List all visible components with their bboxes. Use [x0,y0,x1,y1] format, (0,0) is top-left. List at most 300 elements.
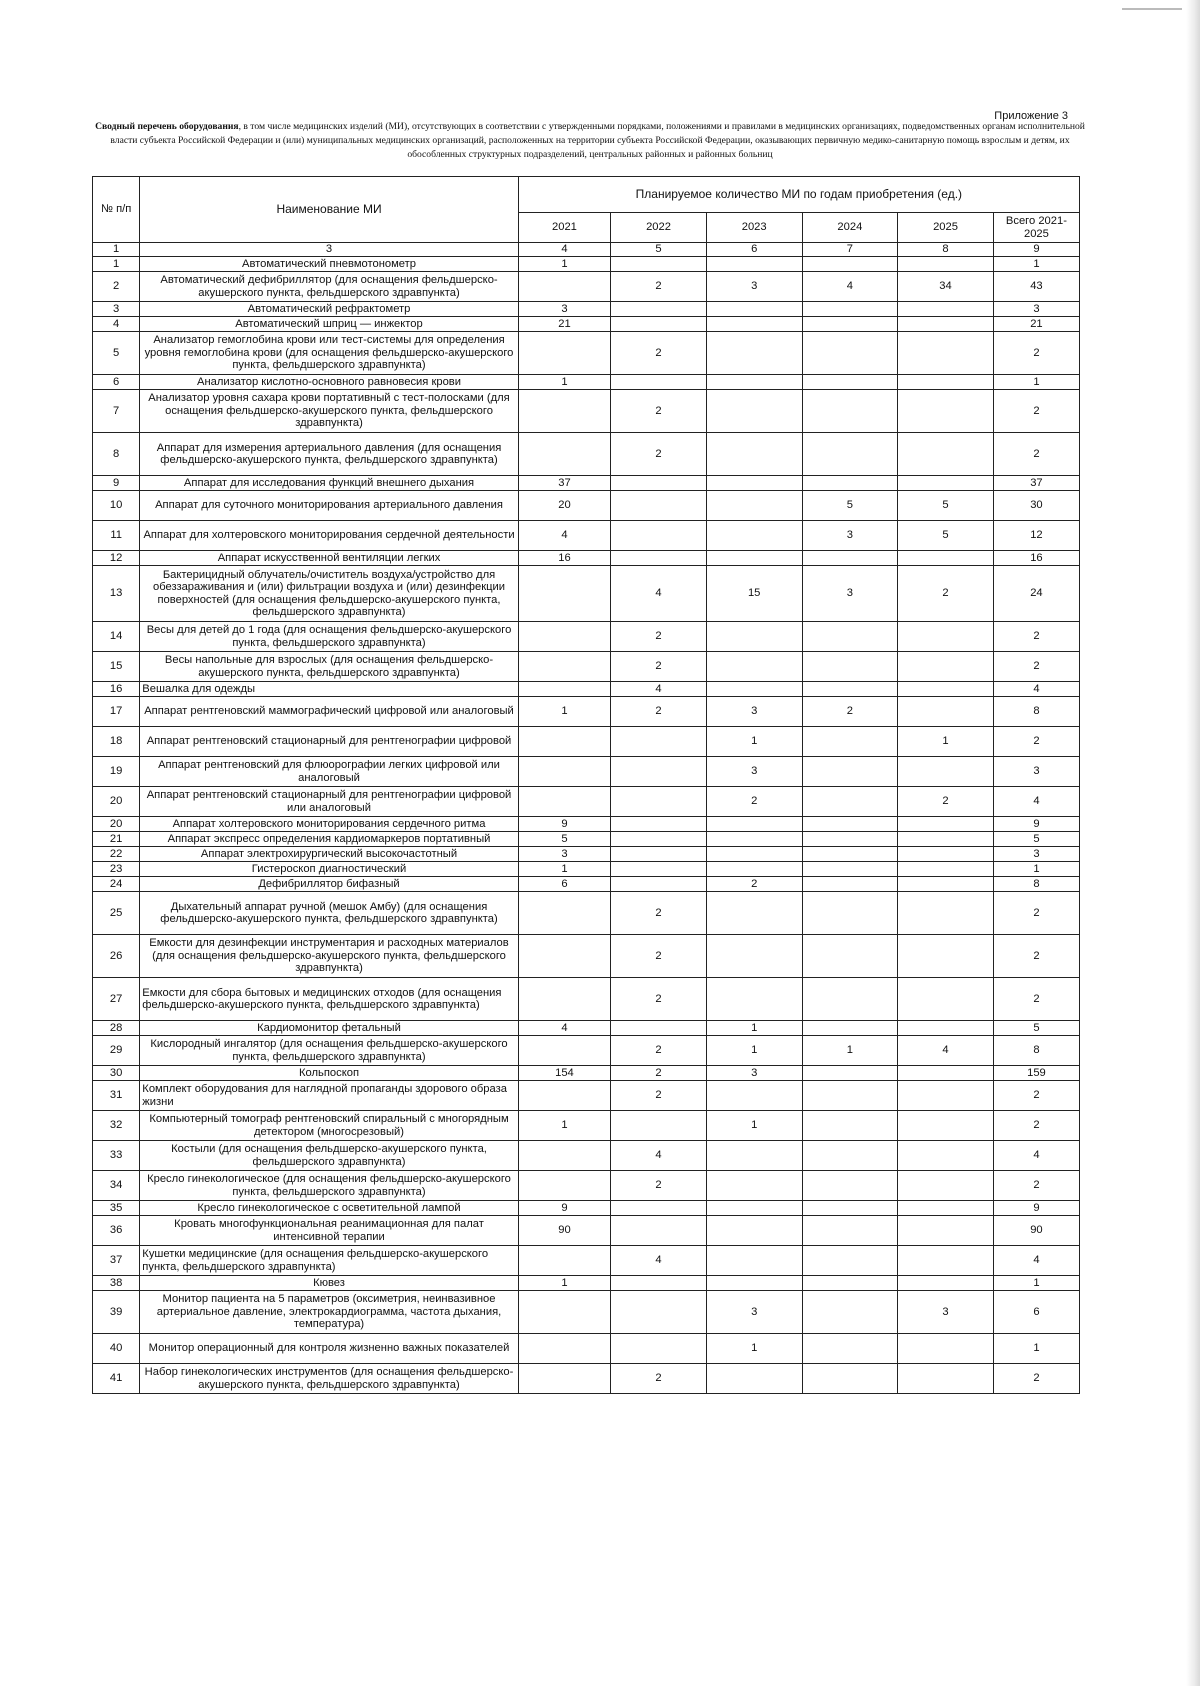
year-value [706,390,802,433]
year-value: 1 [898,727,994,757]
row-number: 35 [93,1201,140,1216]
row-number: 3 [93,302,140,317]
row-number: 18 [93,727,140,757]
year-value [802,935,898,978]
equipment-name: Аппарат рентгеновский стационарный для рентгенографии цифровой [140,727,518,757]
year-value [706,433,802,476]
equipment-name: Аппарат экспресс определения кардиомаркеров портативный [140,832,518,847]
equipment-name: Аппарат для суточного мониторирования артериального давления [140,491,518,521]
year-value [898,1141,994,1171]
equipment-name: Дыхательный аппарат ручной (мешок Амбу) (для оснащения фельдшерско-акушерского пункта, фельдшерского здравпункта) [140,892,518,935]
year-value [802,375,898,390]
row-number: 26 [93,935,140,978]
year-value [898,1364,994,1394]
year-value: 2 [611,390,707,433]
total-value: 2 [993,652,1079,682]
year-value [518,1246,610,1276]
year-value [802,1021,898,1036]
year-value: 2 [611,332,707,375]
year-value: 3 [518,302,610,317]
header-num: № п/п [93,177,140,243]
row-number: 30 [93,1066,140,1081]
table-row [93,1066,1080,1081]
year-value [706,652,802,682]
row-number: 37 [93,1246,140,1276]
year-value [518,727,610,757]
table-row [93,433,1080,476]
year-value: 3 [706,1291,802,1334]
year-value [611,877,707,892]
total-value: 8 [993,697,1079,727]
year-value [611,375,707,390]
equipment-name: Набор гинекологических инструментов (для оснащения фельдшерско-акушерского пункта, фельдшерского здравпункта) [140,1364,518,1394]
year-value [518,652,610,682]
row-number: 22 [93,847,140,862]
year-value [802,1111,898,1141]
year-value: 5 [898,521,994,551]
year-value [802,1364,898,1394]
year-value: 3 [802,521,898,551]
total-value: 2 [993,390,1079,433]
table-row [93,1021,1080,1036]
year-value: 1 [518,697,610,727]
total-value: 43 [993,272,1079,302]
row-number: 16 [93,682,140,697]
year-value [898,375,994,390]
year-value [518,1171,610,1201]
year-value [518,1036,610,1066]
year-value [802,390,898,433]
year-value [706,1081,802,1111]
equipment-name: Кольпоскоп [140,1066,518,1081]
year-value [611,1276,707,1291]
year-value: 3 [802,566,898,622]
year-value [802,892,898,935]
year-value [518,272,610,302]
total-value: 21 [993,317,1079,332]
year-value: 4 [611,566,707,622]
table-row [93,935,1080,978]
year-value: 9 [518,1201,610,1216]
row-number: 32 [93,1111,140,1141]
year-value [611,1111,707,1141]
year-value [611,817,707,832]
year-value [802,1201,898,1216]
year-value [898,1021,994,1036]
equipment-name: Автоматический шприц — инжектор [140,317,518,332]
row-number: 10 [93,491,140,521]
year-value [898,892,994,935]
table-row [93,332,1080,375]
year-value [898,551,994,566]
year-value [898,302,994,317]
index-cell: 5 [611,243,707,257]
header-year: 2021 [518,213,610,243]
equipment-name: Аппарат рентгеновский стационарный для рентгенографии цифровой или аналоговый [140,787,518,817]
equipment-name: Дефибриллятор бифазный [140,877,518,892]
year-value [706,832,802,847]
equipment-name: Костыли (для оснащения фельдшерско-акушерского пункта, фельдшерского здравпункта) [140,1141,518,1171]
total-value: 3 [993,302,1079,317]
table-row [93,272,1080,302]
row-number: 2 [93,272,140,302]
row-number: 11 [93,521,140,551]
index-cell: 3 [140,243,518,257]
year-value: 6 [518,877,610,892]
row-number: 29 [93,1036,140,1066]
total-value: 4 [993,682,1079,697]
row-number: 20 [93,817,140,832]
year-value [706,257,802,272]
equipment-name: Автоматический рефрактометр [140,302,518,317]
year-value: 2 [611,1036,707,1066]
year-value: 1 [706,1021,802,1036]
year-value [518,622,610,652]
year-value [706,1201,802,1216]
year-value: 2 [611,433,707,476]
year-value [518,757,610,787]
total-value: 2 [993,622,1079,652]
year-value: 2 [611,622,707,652]
year-value [898,317,994,332]
year-value: 1 [706,1036,802,1066]
table-row [93,491,1080,521]
year-value: 5 [518,832,610,847]
scan-mark [1122,8,1182,10]
row-number: 41 [93,1364,140,1394]
year-value [898,847,994,862]
year-value [706,622,802,652]
year-value [611,302,707,317]
equipment-name: Анализатор кислотно-основного равновесия крови [140,375,518,390]
equipment-name: Бактерицидный облучатель/очиститель воздуха/устройство для обеззараживания и (или) фильтрации воздуха и (или) дезинфекции поверхностей (для оснащения фельдшерско-акушерского пункта, фельдшерского здравпункта) [140,566,518,622]
table-row [93,727,1080,757]
year-value: 1 [518,257,610,272]
year-value: 34 [898,272,994,302]
table-row [93,1111,1080,1141]
equipment-name: Кресло гинекологическое (для оснащения фельдшерско-акушерского пункта, фельдшерского здравпункта) [140,1171,518,1201]
total-value: 1 [993,375,1079,390]
year-value [518,682,610,697]
total-value: 9 [993,1201,1079,1216]
year-value [898,390,994,433]
row-number: 39 [93,1291,140,1334]
table-row [93,302,1080,317]
year-value [706,491,802,521]
year-value [611,727,707,757]
table-row [93,847,1080,862]
year-value: 1 [518,1276,610,1291]
year-value [898,1246,994,1276]
row-number: 24 [93,877,140,892]
year-value: 3 [706,757,802,787]
table-row [93,877,1080,892]
row-number: 12 [93,551,140,566]
total-value: 1 [993,257,1079,272]
year-value: 2 [611,652,707,682]
year-value [706,1141,802,1171]
year-value [802,317,898,332]
year-value [518,787,610,817]
year-value [706,682,802,697]
total-value: 2 [993,1171,1079,1201]
year-value: 16 [518,551,610,566]
row-number: 17 [93,697,140,727]
year-value [706,1171,802,1201]
year-value: 20 [518,491,610,521]
year-value [611,832,707,847]
index-cell: 7 [802,243,898,257]
table-row [93,892,1080,935]
year-value [518,935,610,978]
year-value: 1 [706,1334,802,1364]
total-value: 159 [993,1066,1079,1081]
year-value: 1 [518,1111,610,1141]
index-cell: 6 [706,243,802,257]
year-value [802,757,898,787]
equipment-name: Комплект оборудования для наглядной пропаганды здорового образа жизни [140,1081,518,1111]
year-value [802,787,898,817]
year-value [802,1171,898,1201]
year-value [898,757,994,787]
total-value: 8 [993,1036,1079,1066]
year-value [611,787,707,817]
year-value: 2 [898,787,994,817]
table-row [93,1141,1080,1171]
total-value: 4 [993,1141,1079,1171]
year-value [802,1081,898,1111]
year-value: 4 [802,272,898,302]
table-row [93,622,1080,652]
table-row [93,697,1080,727]
year-value: 3 [518,847,610,862]
equipment-name: Аппарат электрохирургический высокочастотный [140,847,518,862]
equipment-name: Аппарат рентгеновский для флюорографии легких цифровой или аналоговый [140,757,518,787]
year-value: 37 [518,476,610,491]
total-value: 16 [993,551,1079,566]
total-value: 2 [993,935,1079,978]
heading-bold: Сводный перечень оборудования [95,121,239,132]
table-row [93,682,1080,697]
year-value [611,521,707,551]
year-value [898,622,994,652]
table-row [93,787,1080,817]
year-value [802,877,898,892]
year-value [898,1201,994,1216]
table-row [93,521,1080,551]
header-total: Всего 2021-2025 [993,213,1079,243]
year-value [898,877,994,892]
year-value: 4 [518,1021,610,1036]
equipment-name: Монитор операционный для контроля жизненно важных показателей [140,1334,518,1364]
header-year: 2024 [802,213,898,243]
year-value [518,566,610,622]
year-value [898,1276,994,1291]
year-value [802,978,898,1021]
year-value: 2 [611,1066,707,1081]
equipment-name: Кардиомонитор фетальный [140,1021,518,1036]
year-value [611,491,707,521]
total-value: 1 [993,1276,1079,1291]
year-value [611,757,707,787]
total-value: 37 [993,476,1079,491]
year-value [802,257,898,272]
equipment-table [92,176,1080,1394]
table-row [93,257,1080,272]
total-value: 2 [993,433,1079,476]
table-row [93,832,1080,847]
year-value [802,1066,898,1081]
year-value [802,832,898,847]
year-value: 2 [611,1171,707,1201]
year-value [898,817,994,832]
table-row [93,1216,1080,1246]
year-value [898,935,994,978]
year-value [518,1334,610,1364]
year-value [802,433,898,476]
year-value [898,433,994,476]
row-number: 15 [93,652,140,682]
total-value: 1 [993,862,1079,877]
total-value: 6 [993,1291,1079,1334]
year-value [898,332,994,375]
year-value: 1 [802,1036,898,1066]
year-value [518,1364,610,1394]
equipment-name: Анализатор уровня сахара крови портативный с тест-полосками (для оснащения фельдшерско-акушерского пункта, фельдшерского здравпункта) [140,390,518,433]
equipment-name: Компьютерный томограф рентгеновский спиральный с многорядным детектором (многосрезовый) [140,1111,518,1141]
year-value [611,257,707,272]
year-value [802,1246,898,1276]
year-value [898,1171,994,1201]
table-row [93,1171,1080,1201]
row-number: 31 [93,1081,140,1111]
total-value: 30 [993,491,1079,521]
year-value: 90 [518,1216,610,1246]
year-value [898,1066,994,1081]
equipment-name: Аппарат для холтеровского мониторирования сердечной деятельности [140,521,518,551]
equipment-name: Кислородный ингалятор (для оснащения фельдшерско-акушерского пункта, фельдшерского здравпункта) [140,1036,518,1066]
equipment-name: Аппарат рентгеновский маммографический цифровой или аналоговый [140,697,518,727]
table-row [93,1276,1080,1291]
year-value [898,1081,994,1111]
equipment-name: Автоматический пневмотонометр [140,257,518,272]
row-number: 36 [93,1216,140,1246]
year-value [802,1291,898,1334]
table-body [93,257,1080,1394]
row-number: 20 [93,787,140,817]
year-value [518,1291,610,1334]
row-number: 8 [93,433,140,476]
year-value [802,1216,898,1246]
year-value [802,1141,898,1171]
year-value [802,1334,898,1364]
table-row [93,375,1080,390]
row-number: 4 [93,317,140,332]
year-value [611,1334,707,1364]
year-value [706,935,802,978]
year-value: 21 [518,317,610,332]
year-value [898,1111,994,1141]
year-value [706,978,802,1021]
year-value [611,1201,707,1216]
header-plan: Планируемое количество МИ по годам приобретения (ед.) [518,177,1079,213]
year-value [802,302,898,317]
equipment-name: Аппарат для измерения артериального давления (для оснащения фельдшерско-акушерского пункта, фельдшерского здравпункта) [140,433,518,476]
total-value: 8 [993,877,1079,892]
index-cell: 9 [993,243,1079,257]
row-number: 27 [93,978,140,1021]
row-number: 14 [93,622,140,652]
row-number: 34 [93,1171,140,1201]
year-value [518,978,610,1021]
total-value: 9 [993,817,1079,832]
year-value: 2 [802,697,898,727]
equipment-name: Кресло гинекологическое с осветительной лампой [140,1201,518,1216]
row-number: 40 [93,1334,140,1364]
year-value: 1 [518,375,610,390]
total-value: 2 [993,727,1079,757]
equipment-name: Монитор пациента на 5 параметров (оксиметрия, неинвазивное артериальное давление, электрокардиограмма, частота дыхания, температура) [140,1291,518,1334]
year-value [802,727,898,757]
scan-edge-shadow [1186,0,1200,1686]
table-row [93,566,1080,622]
equipment-name: Кювез [140,1276,518,1291]
year-value [706,332,802,375]
index-cell: 8 [898,243,994,257]
year-value: 15 [706,566,802,622]
total-value: 5 [993,1021,1079,1036]
equipment-name: Гистероскоп диагностический [140,862,518,877]
year-value [518,390,610,433]
year-value [706,1246,802,1276]
heading-rest: , в том числе медицинских изделий (МИ), отсутствующих в соответствии с утвержденными порядками, положениями и правилами в медицинских организациях, подведомственных органам исполнительной власти субъекта Российской Федерации и (или) муниципальных медицинских организаций, расположенных на территории субъекта Российской Федерации, оказывающих первичную медико-санитарную помощь взрослым и детям, их обособленных структурных подразделений, центральных районных и районных больниц [110,121,1085,160]
document-heading [90,120,1090,162]
table-row [93,978,1080,1021]
year-value [802,682,898,697]
year-value: 2 [611,272,707,302]
year-value: 9 [518,817,610,832]
header-year: 2022 [611,213,707,243]
equipment-name: Анализатор гемоглобина крови или тест-системы для определения уровня гемоглобина крови (для оснащения фельдшерско-акушерского пункта, фельдшерского здравпункта) [140,332,518,375]
year-value [802,476,898,491]
year-value [611,317,707,332]
appendix-label: Приложение 3 [994,110,1068,122]
year-value [706,375,802,390]
year-value: 2 [611,978,707,1021]
total-value: 1 [993,1334,1079,1364]
year-value: 4 [518,521,610,551]
header-year: 2023 [706,213,802,243]
year-value: 5 [802,491,898,521]
total-value: 12 [993,521,1079,551]
year-value [518,433,610,476]
row-number: 5 [93,332,140,375]
table-row [93,390,1080,433]
year-value: 2 [611,697,707,727]
total-value: 2 [993,1111,1079,1141]
equipment-name: Аппарат холтеровского мониторирования сердечного ритма [140,817,518,832]
year-value [898,862,994,877]
equipment-name: Вешалка для одежды [140,682,518,697]
table-row [93,757,1080,787]
year-value [898,832,994,847]
row-number: 28 [93,1021,140,1036]
equipment-name: Кушетки медицинские (для оснащения фельдшерско-акушерского пункта, фельдшерского здравпункта) [140,1246,518,1276]
year-value: 4 [611,1246,707,1276]
header-name: Наименование МИ [140,177,518,243]
year-value [898,682,994,697]
row-number: 23 [93,862,140,877]
